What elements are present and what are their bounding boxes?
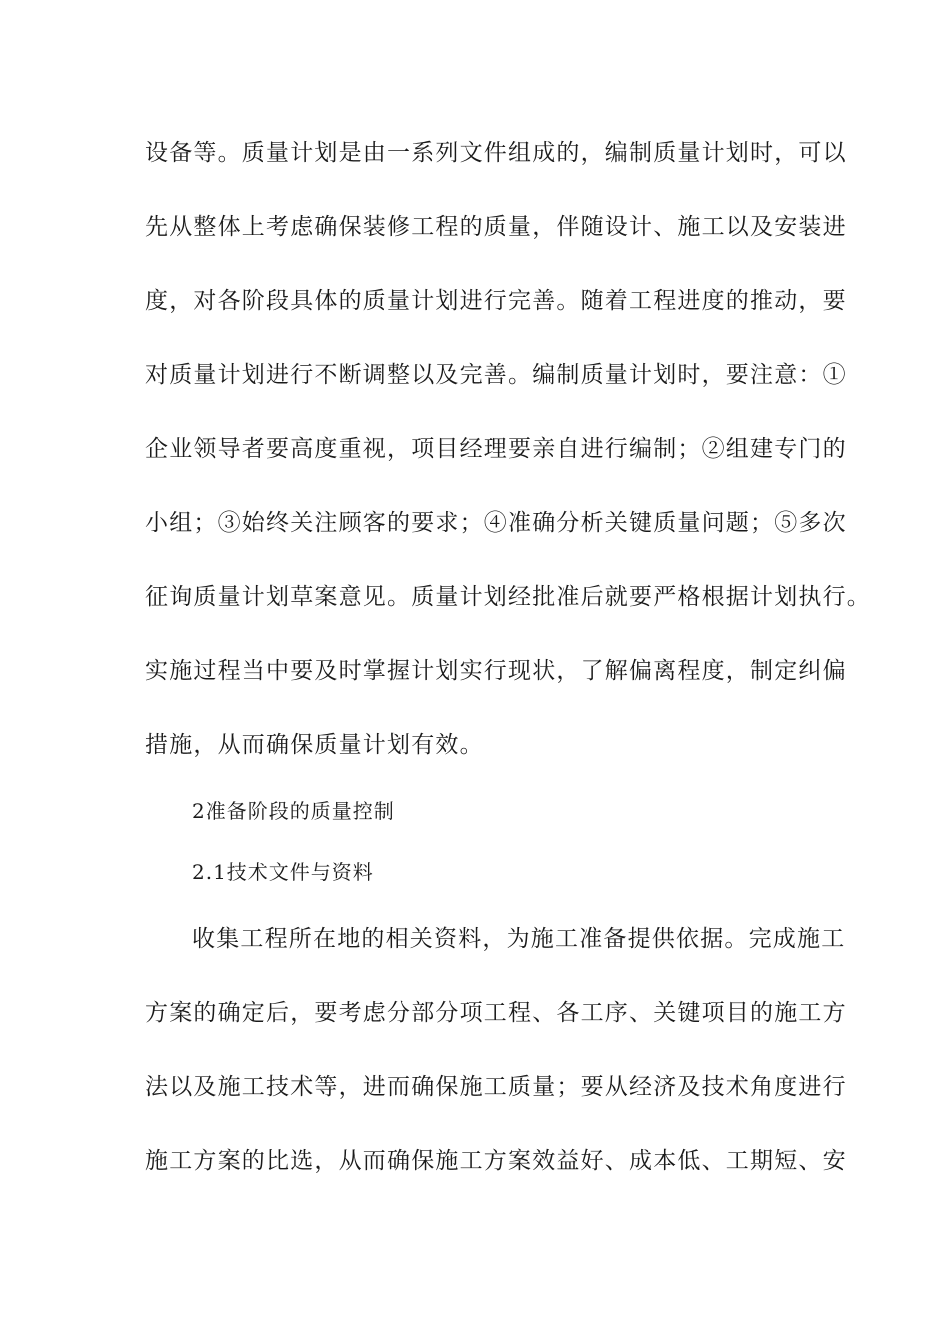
paragraph-line: 度，对各阶段具体的质量计划进行完善。随着工程进度的推动，要 xyxy=(145,288,847,314)
section-heading: 2准备阶段的质量控制 xyxy=(192,799,395,823)
paragraph-line: 先从整体上考虑确保装修工程的质量，伴随设计、施工以及安装进 xyxy=(145,214,847,240)
paragraph-line: 设备等。质量计划是由一系列文件组成的，编制质量计划时，可以 xyxy=(145,140,847,166)
paragraph-line: 对质量计划进行不断调整以及完善。编制质量计划时，要注意：① xyxy=(145,362,847,388)
paragraph-line: 征询质量计划草案意见。质量计划经批准后就要严格根据计划执行。 xyxy=(145,584,871,610)
paragraph-line: 施工方案的比选，从而确保施工方案效益好、成本低、工期短、安 xyxy=(145,1148,847,1174)
paragraph-line: 措施，从而确保质量计划有效。 xyxy=(145,732,484,758)
paragraph-line: 实施过程当中要及时掌握计划实行现状，了解偏离程度，制定纠偏 xyxy=(145,658,847,684)
paragraph-line: 方案的确定后，要考虑分部分项工程、各工序、关键项目的施工方 xyxy=(145,1000,847,1026)
paragraph-line: 法以及施工技术等，进而确保施工质量；要从经济及技术角度进行 xyxy=(145,1074,847,1100)
subsection-heading: 2.1技术文件与资料 xyxy=(192,860,374,884)
paragraph-line: 收集工程所在地的相关资料，为施工准备提供依据。完成施工 xyxy=(192,926,846,952)
paragraph-line: 小组；③始终关注顾客的要求；④准确分析关键质量问题；⑤多次 xyxy=(145,510,847,536)
paragraph-line: 企业领导者要高度重视，项目经理要亲自进行编制；②组建专门的 xyxy=(145,436,847,462)
